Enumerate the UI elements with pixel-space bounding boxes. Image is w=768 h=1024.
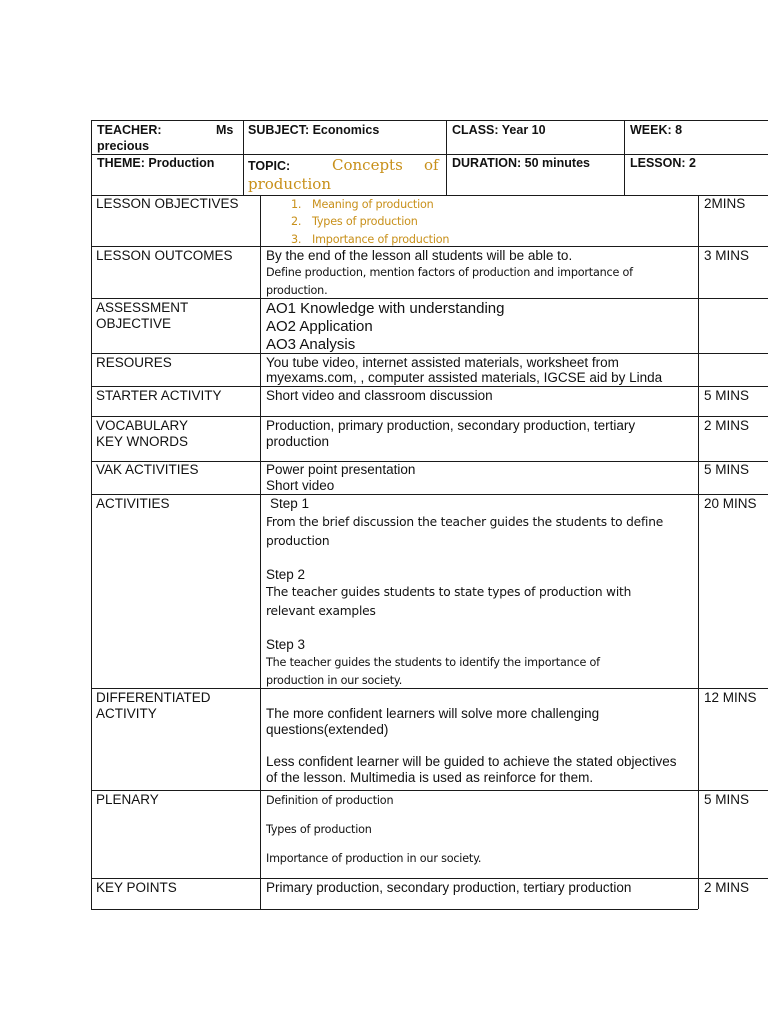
topic-concepts: Concepts [332,156,403,174]
vak-line: Power point presentation [266,462,416,477]
outcomes-label: LESSON OUTCOMES [96,248,233,263]
differentiated-line: Less confident learner will be guided to achieve the stated objectives [266,754,677,769]
duration: DURATION: 50 minutes [452,156,590,170]
vak-time: 5 MINS [704,462,750,477]
assessment-item: AO3 Analysis [266,336,356,353]
plenary-line: Importance of production in our society. [266,852,482,865]
outcomes-line: Define production, mention factors of production and importance of [266,266,633,279]
assessment-label: OBJECTIVE [96,316,172,331]
differentiated-line: of the lesson. Multimedia is used as reinforce for them. [266,770,594,785]
starter-time: 5 MINS [704,388,750,403]
outcomes-line: production. [266,284,328,297]
step-text: The teacher guides the students to identify the importance of [266,656,600,669]
lesson: LESSON: 2 [630,156,696,170]
keypoints-text: Primary production, secondary production, tertiary production [266,880,632,895]
activities-label: ACTIVITIES [96,496,170,511]
teacher-label: TEACHER: [97,123,162,137]
resources-label: RESOURES [96,355,172,370]
starter-text: Short video and classroom discussion [266,388,493,403]
resources-line: You tube video, internet assisted materials, worksheet from [266,355,619,370]
differentiated-label: ACTIVITY [96,706,157,721]
outcomes-time: 3 MINS [704,248,750,263]
objectives-label: LESSON OBJECTIVES [96,196,239,211]
outcomes-line: By the end of the lesson all students will be able to. [266,248,573,263]
step-text: production in our society. [266,674,403,687]
objective-item: Types of production [312,215,418,228]
vocabulary-line: production [266,434,330,449]
differentiated-line: The more confident learners will solve more challenging [266,706,600,721]
vocabulary-time: 2 MINS [704,418,750,433]
vak-label: VAK ACTIVITIES [96,462,199,477]
vocabulary-line: Production, primary production, secondary production, tertiary [266,418,636,433]
step-heading: Step 1 [270,496,310,511]
plenary-time: 5 MINS [704,792,750,807]
topic-label: TOPIC: [248,159,291,173]
step-heading: Step 3 [266,637,306,652]
teacher-title: Ms [216,123,234,137]
objective-item: Importance of production [312,233,450,246]
step-text: production [266,534,330,548]
plenary-label: PLENARY [96,792,159,807]
step-text: From the brief discussion the teacher guides the students to define [266,515,664,529]
step-text: relevant examples [266,604,376,618]
vak-line: Short video [266,478,335,493]
teacher-name: precious [97,139,150,153]
resources-line: myexams.com, , computer assisted materials, IGCSE aid by Linda [266,370,663,385]
week: WEEK: 8 [630,123,683,137]
starter-label: STARTER ACTIVITY [96,388,222,403]
keypoints-time: 2 MINS [704,880,750,895]
topic-production: production [248,175,331,193]
step-heading: Step 2 [266,567,306,582]
differentiated-line: questions(extended) [266,722,389,737]
plenary-line: Types of production [266,823,372,836]
differentiated-label: DIFFERENTIATED [96,690,211,705]
topic-of: of [424,156,439,174]
assessment-item: AO1 Knowledge with understanding [266,300,505,317]
keypoints-label: KEY POINTS [96,880,177,895]
plenary-line: Definition of production [266,794,394,807]
step-text: The teacher guides students to state types of production with [266,585,632,599]
class: CLASS: Year 10 [452,123,546,137]
vocabulary-label: VOCABULARY [96,418,189,433]
assessment-label: ASSESSMENT [96,300,189,315]
assessment-item: AO2 Application [266,318,373,335]
vocabulary-label: KEY WNORDS [96,434,189,449]
objective-item: Meaning of production [312,198,434,211]
objectives-time: 2MINS [704,196,746,211]
theme: THEME: Production [97,156,215,170]
activities-time: 20 MINS [704,496,757,511]
subject: SUBJECT: Economics [248,123,380,137]
differentiated-time: 12 MINS [704,690,757,705]
